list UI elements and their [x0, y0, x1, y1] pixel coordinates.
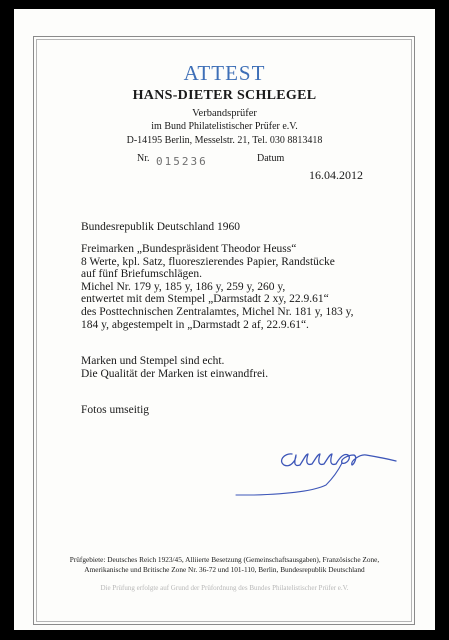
description-line: entwertet mit dem Stempel „Darmstadt 2 xy, 22.9.61“: [81, 293, 329, 306]
description-line: des Posttechnischen Zentralamtes, Michel Nr. 181 y, 183 y,: [81, 305, 354, 318]
verdict-line: Marken und Stempel sind echt.: [81, 355, 225, 367]
examiner-role: Verbandsprüfer: [192, 108, 257, 119]
datum-label: Datum: [257, 153, 285, 164]
verdict-paragraph: [81, 355, 268, 380]
verdict-line: Die Qualität der Marken ist einwandfrei.: [81, 367, 269, 380]
examiner-name: HANS-DIETER SCHLEGEL: [132, 88, 317, 103]
photos-note: Fotos umseitig: [81, 404, 150, 416]
examiner-association: im Bund Philatelistischer Prüfer e.V.: [151, 121, 298, 132]
datum-value: 16.04.2012: [309, 168, 363, 182]
nr-label: Nr.: [137, 153, 150, 164]
footer-scope-line-2: Amerikanische und Britische Zone Nr. 36-72 und 101-110, Berlin, Bundesrepublik Deutschland: [84, 565, 365, 574]
description-line: 184 y, abgestempelt in „Darmstadt 2 af, 22.9.61“.: [81, 318, 309, 331]
certificate-title: ATTEST: [183, 61, 266, 85]
description-line: auf fünf Briefumschlägen.: [81, 268, 203, 281]
description-line: Michel Nr. 179 y, 185 y, 186 y, 259 y, 260 y,: [81, 280, 286, 293]
description-paragraph: [81, 243, 354, 331]
issue-heading: Bundesrepublik Deutschland 1960: [81, 221, 241, 233]
footer-scope-line-1: Prüfgebiete: Deutsches Reich 1923/45, Alliierte Besetzung (Gemeinschaftsausgaben), Französische Zone,: [69, 555, 380, 564]
description-line: Freimarken „Bundespräsident Theodor Heuss“: [81, 243, 297, 255]
certificate-sheet: [14, 9, 435, 630]
footer-regulation-note: Die Prüfung erfolgte auf Grund der Prüfordnung des Bundes Philatelistischer Prüfer e.V.: [100, 584, 349, 592]
handwritten-signature: [234, 437, 404, 497]
description-line: 8 Werte, kpl. Satz, fluoreszierendes Papier, Randstücke: [81, 255, 335, 268]
examiner-address: D-14195 Berlin, Messelstr. 21, Tel. 030 8813418: [126, 135, 323, 146]
nr-value: 015236: [156, 155, 208, 168]
